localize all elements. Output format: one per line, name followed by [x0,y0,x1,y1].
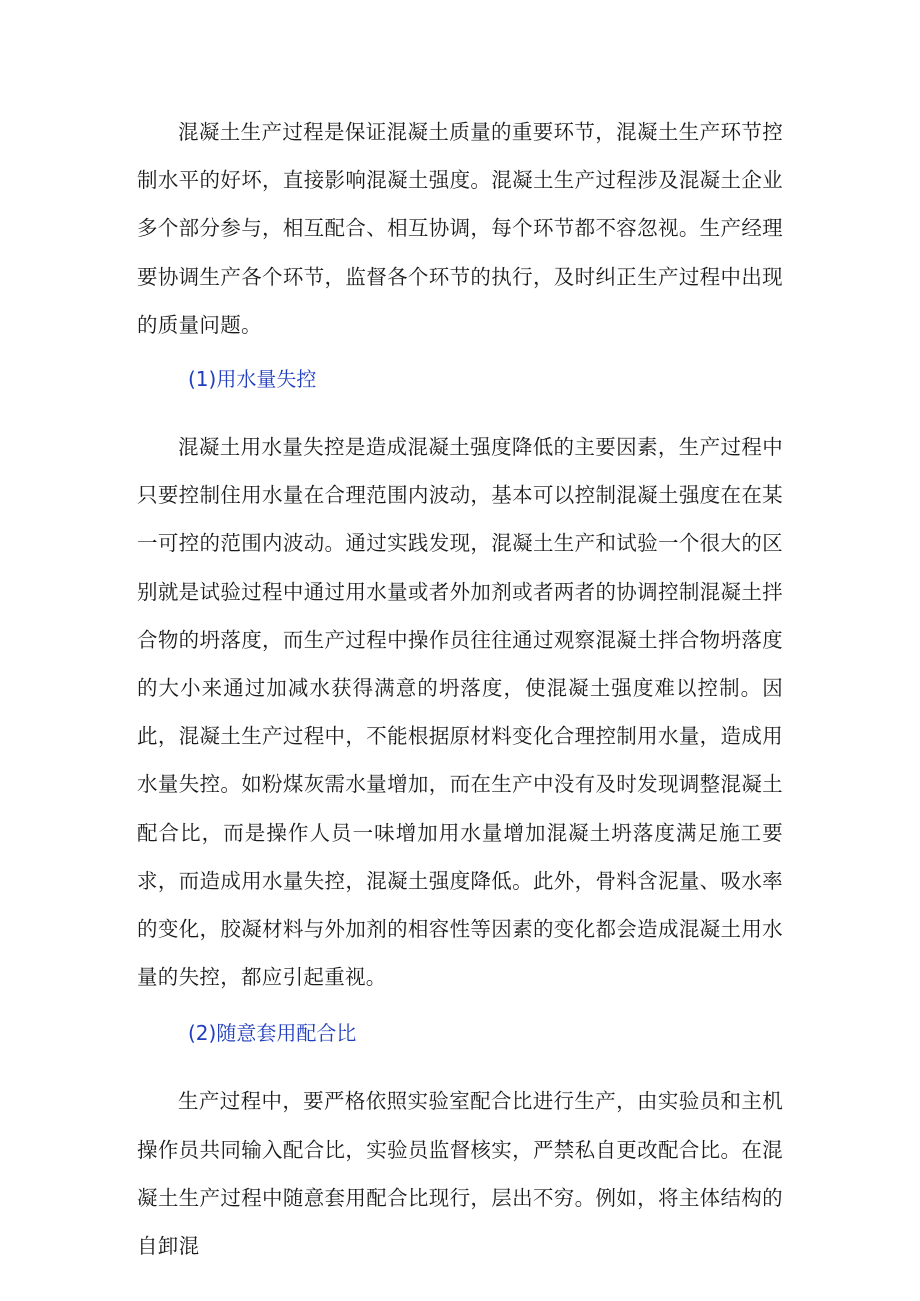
body-paragraph-1: 混凝土生产过程是保证混凝土质量的重要环节，混凝土生产环节控制水平的好坏，直接影响混凝土强度。混凝土生产过程涉及混凝土企业多个部分参与，相互配合、相互协调，每个环节都不容忽视。生产经理要协调生产各个环节，监督各个环节的执行，及时纠正生产过程中出现的质量问题。 [137,120,783,337]
section-heading-mix-ratio: (2)随意套用配合比 [188,1021,357,1046]
section-heading-water-control: (1)用水量失控 [188,367,317,392]
body-paragraph-3: 生产过程中，要严格依照实验室配合比进行生产，由实验员和主机操作员共同输入配合比，实验员监督核实，严禁私自更改配合比。在混凝土生产过程中随意套用配合比现行，层出不穷。例如，将主体结构的自卸混 [137,1089,783,1259]
body-paragraph-2: 混凝土用水量失控是造成混凝土强度降低的主要因素，生产过程中只要控制住用水量在合理范围内波动，基本可以控制混凝土强度在在某一可控的范围内波动。通过实践发现，混凝土生产和试验一个很大的区别就是试验过程中通过用水量或者外加剂或者两者的协调控制混凝土拌合物的坍落度，而生产过程中操作员往往通过观察混凝土拌合物坍落度的大小来通过加减水获得满意的坍落度，使混凝土强度难以控制。因此，混凝土生产过程中，不能根据原材料变化合理控制用水量，造成用水量失控。如粉煤灰需水量增加，而在生产中没有及时发现调整混凝土配合比，而是操作人员一味增加用水量增加混凝土坍落度满足施工要求，而造成用水量失控，混凝土强度降低。此外，骨料含泥量、吸水率的变化，胶凝材料与外加剂的相容性等因素的变化都会造成混凝土用水量的失控，都应引起重视。 [137,435,783,990]
document-page [137,108,783,1270]
